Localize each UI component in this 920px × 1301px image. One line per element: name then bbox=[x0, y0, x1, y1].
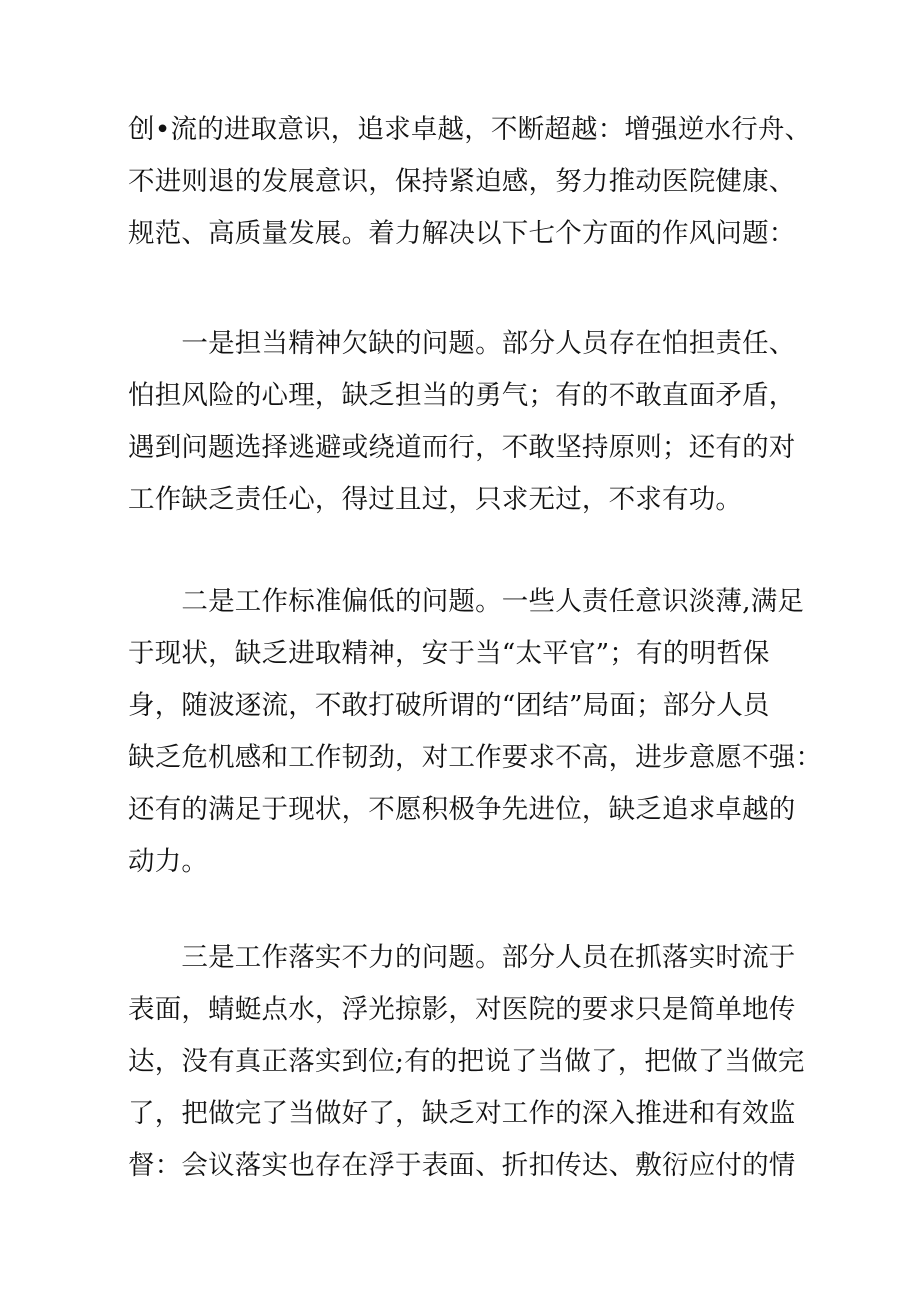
text-line: 于现状，缺乏进取精神，安于当“太平官”；有的明哲保 bbox=[128, 638, 770, 669]
text-line: 督：会议落实也存在浮于表面、折扣传达、敷衍应付的情 bbox=[128, 1150, 796, 1181]
text-line: 了，把做完了当做好了，缺乏对工作的深入推进和有效监 bbox=[128, 1098, 796, 1129]
paragraph-intro bbox=[128, 104, 812, 260]
text-line: 规范、高质量发展。着力解决以下七个方面的作风问题： bbox=[128, 218, 796, 249]
text-line: 不进则退的发展意识，保持紧迫感，努力推动医院健康、 bbox=[128, 166, 796, 197]
paragraph-item-three bbox=[128, 932, 805, 1192]
text-line: 身，随波逐流，不敢打破所谓的“团结”局面；部分人员 bbox=[128, 690, 770, 721]
text-line: 一是担当精神欠缺的问题。部分人员存在怕担责任、 bbox=[128, 328, 796, 359]
text-line: 还有的满足于现状，不愿积极争先进位，缺乏追求卓越的 bbox=[128, 794, 796, 825]
text-line: 动力。 bbox=[128, 846, 209, 877]
text-line: 缺乏危机感和工作韧劲，对工作要求不高，进步意愿不强： bbox=[128, 742, 823, 773]
paragraph-item-two bbox=[128, 576, 823, 888]
text-line: 二是工作标准偏低的问题。一些人责任意识淡薄,满足 bbox=[128, 586, 805, 617]
paragraph-item-one bbox=[128, 318, 798, 526]
text-line: 三是工作落实不力的问题。部分人员在抓落实时流于 bbox=[128, 942, 796, 973]
text-line: 创•流的进取意识，追求卓越，不断超越：增强逆水行舟、 bbox=[128, 114, 812, 145]
text-line: 怕担风险的心理，缺乏担当的勇气；有的不敢直面矛盾， bbox=[128, 380, 796, 411]
text-line: 工作缺乏责任心，得过且过，只求无过，不求有功。 bbox=[128, 484, 743, 515]
text-line: 表面，蜻蜓点水，浮光掠影，对医院的要求只是简单地传 bbox=[128, 994, 796, 1025]
text-line: 达，没有真正落实到位;有的把说了当做了，把做了当做完 bbox=[128, 1046, 805, 1077]
text-line: 遇到问题选择逃避或绕道而行，不敢坚持原则；还有的对 bbox=[128, 432, 796, 463]
